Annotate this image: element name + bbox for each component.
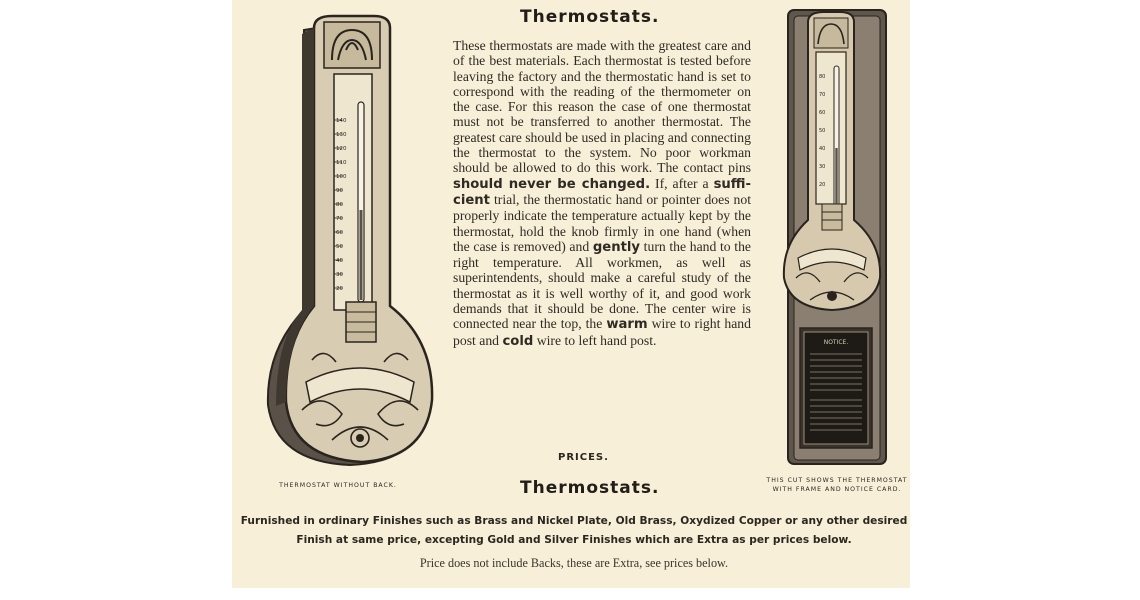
scale-label: 110 <box>336 160 347 166</box>
finishes-line-1: Furnished in ordinary Finishes such as Brass and Nickel Plate, Old Brass, Oxydized Copper or any other desired <box>240 515 908 527</box>
scale-label: 80 <box>336 202 343 208</box>
scale-label: 140 <box>336 118 347 124</box>
finishes-note <box>240 512 908 550</box>
scale-label: 40 <box>819 146 826 152</box>
text-run: trial, the thermostatic hand or pointer does not properly indicate the temperature actually kept by the thermostat, hold the knob firmly in one hand (when the case is removed) and <box>453 191 751 254</box>
scale-label: 50 <box>819 128 826 134</box>
instructions-paragraph <box>453 38 751 349</box>
scale-label: 60 <box>819 110 826 116</box>
scale-label: 120 <box>336 146 347 152</box>
text-run: If, after a <box>650 175 714 191</box>
right-caption-line-2: WITH FRAME AND NOTICE CARD. <box>772 486 902 493</box>
scale-label: 130 <box>336 132 347 138</box>
prices-heading: PRICES. <box>558 452 609 463</box>
emphasis-run: should never be changed. <box>453 176 651 192</box>
scale-label: 40 <box>336 258 343 264</box>
text-run: These thermostats are made with the greatest care and of the best materials. Each thermostat is tested before leaving the factory and the thermostatic hand is set to correspond with the reading of the thermometer on the case. For this reason the case of one thermostat must not be transferred to another thermostat. The greatest care should be used in placing and connecting the thermostat to the system. No poor workman should be allowed to do this work. The contact pins <box>453 38 751 176</box>
scale-label: 20 <box>336 286 343 292</box>
finishes-line-2: Finish at same price, excepting Gold and Silver Finishes which are Extra as per prices below. <box>296 534 852 546</box>
emphasis-run: sufficient <box>453 176 751 208</box>
thermostat-without-back-illustration <box>262 10 438 472</box>
scale-label: 30 <box>336 272 343 278</box>
thermostat-with-frame-illustration <box>770 8 890 470</box>
scale-label: 30 <box>819 164 826 170</box>
text-run: wire to left hand post. <box>533 332 657 348</box>
right-caption-line-1: THIS CUT SHOWS THE THERMOSTAT <box>766 477 908 484</box>
page-title: Thermostats. <box>520 7 660 27</box>
scale-label: 90 <box>336 188 343 194</box>
scale-label: 60 <box>336 230 343 236</box>
emphasis-run: warm <box>606 317 648 333</box>
emphasis-run: gently <box>592 239 641 255</box>
scale-label: 80 <box>819 74 826 80</box>
left-figure-caption: THERMOSTAT WITHOUT BACK. <box>279 482 397 489</box>
scale-label: 20 <box>819 182 826 188</box>
scale-label: 70 <box>336 216 343 222</box>
scale-label: 70 <box>819 92 826 98</box>
text-run: turn the hand to the right temperature. All workmen, as well as superintendents, should make a careful study of the thermostat as it is well worthy of it, and good work demands that it should be done. The center wire is connected near the top, the <box>453 238 751 332</box>
right-figure-caption <box>758 476 916 494</box>
backs-price-note: Price does not include Backs, these are Extra, see prices below. <box>419 556 729 570</box>
notice-card-heading: NOTICE. <box>823 339 849 346</box>
scale-label: 100 <box>336 174 347 180</box>
text-run: wire to right hand post and <box>453 316 751 348</box>
emphasis-run: cold <box>502 333 534 349</box>
section-subheading: Thermostats. <box>520 478 660 498</box>
scale-label: 50 <box>336 244 343 250</box>
